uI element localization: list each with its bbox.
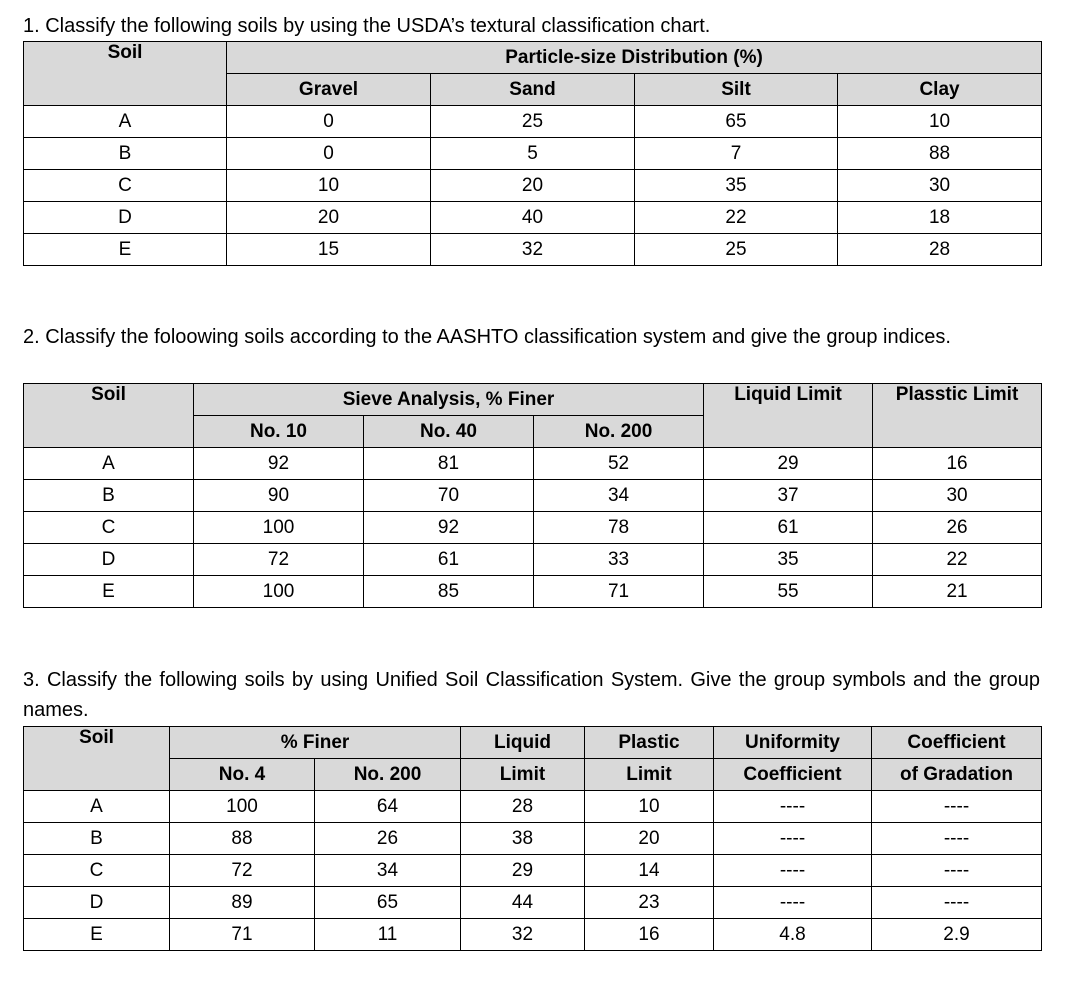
sieve-analysis-header: Sieve Analysis, % Finer [194,384,704,416]
table-cell: ---- [714,823,872,855]
table-cell: 38 [461,823,585,855]
question-1-text: 1. Classify the following soils by using the USDA’s textural classification chart. [23,15,711,37]
table-cell: 89 [170,887,315,919]
soil-label-cell: E [24,576,194,608]
table-cell: 37 [704,480,873,512]
table-cell: 71 [534,576,704,608]
question-2-text: 2. Classify the foloowing soils according to the AASHTO classification system and give the group indices. [23,326,951,348]
percent-finer-header: % Finer [170,727,461,759]
table-cell: 10 [227,170,431,202]
table-cell: ---- [872,855,1042,887]
table-cell: 28 [838,234,1042,266]
table-cell: 28 [461,791,585,823]
table-cell: ---- [714,791,872,823]
liquid-limit-header-line1: Liquid [461,727,585,759]
table-cell: 23 [585,887,714,919]
gradation-header-line1: Coefficient [872,727,1042,759]
uniformity-header-line2: Coefficient [714,759,872,791]
soil-label-cell: B [24,138,227,170]
soil-header: Soil [24,727,170,791]
usda-table-body [24,106,1042,266]
table-cell: 2.9 [872,919,1042,951]
table-row [24,448,1042,480]
soil-label-cell: E [24,234,227,266]
uniformity-header-line1: Uniformity [714,727,872,759]
table-row [24,544,1042,576]
no10-header: No. 10 [194,416,364,448]
table-cell: 18 [838,202,1042,234]
soil-label-cell: D [24,202,227,234]
table-row [24,480,1042,512]
table-cell: 100 [194,512,364,544]
table-cell: 35 [704,544,873,576]
table-cell: 65 [315,887,461,919]
table-row [24,106,1042,138]
soil-header: Soil [24,384,194,448]
table-cell: 0 [227,106,431,138]
table-cell: 81 [364,448,534,480]
table-cell: 32 [431,234,635,266]
table-cell: 15 [227,234,431,266]
table-cell: 14 [585,855,714,887]
table-cell: 20 [431,170,635,202]
table-row [24,170,1042,202]
table-cell: 30 [838,170,1042,202]
table-cell: 22 [873,544,1042,576]
gravel-header: Gravel [227,74,431,106]
table-row [24,887,1042,919]
table-cell: 65 [635,106,838,138]
table-cell: 30 [873,480,1042,512]
table-cell: 25 [635,234,838,266]
table-cell: 29 [461,855,585,887]
table-cell: 21 [873,576,1042,608]
table-cell: 26 [873,512,1042,544]
table-cell: 4.8 [714,919,872,951]
soil-label-cell: C [24,855,170,887]
soil-label-cell: B [24,823,170,855]
table-cell: 90 [194,480,364,512]
table-cell: 7 [635,138,838,170]
usda-soil-table [23,41,1042,266]
table-cell: 10 [585,791,714,823]
clay-header: Clay [838,74,1042,106]
soil-label-cell: E [24,919,170,951]
table-cell: 16 [873,448,1042,480]
table-cell: 20 [585,823,714,855]
table-row [24,919,1042,951]
uscs-table-body [24,791,1042,951]
liquid-limit-header-line2: Limit [461,759,585,791]
particle-size-header: Particle-size Distribution (%) [227,42,1042,74]
silt-header: Silt [635,74,838,106]
table-cell: 71 [170,919,315,951]
table-cell: 72 [170,855,315,887]
table-cell: ---- [872,791,1042,823]
table-cell: 0 [227,138,431,170]
table-cell: 32 [461,919,585,951]
table-row [24,855,1042,887]
soil-label-cell: D [24,887,170,919]
table-cell: 10 [838,106,1042,138]
soil-label-cell: C [24,170,227,202]
table-row [24,202,1042,234]
table-cell: 85 [364,576,534,608]
table-cell: 78 [534,512,704,544]
table-cell: 70 [364,480,534,512]
table-cell: 44 [461,887,585,919]
no4-header: No. 4 [170,759,315,791]
no200-header: No. 200 [315,759,461,791]
table-cell: 55 [704,576,873,608]
table-cell: 29 [704,448,873,480]
table-cell: ---- [872,823,1042,855]
soil-label-cell: D [24,544,194,576]
table-cell: ---- [714,855,872,887]
table-cell: 88 [838,138,1042,170]
question-3-text: 3. Classify the following soils by using Unified Soil Classification System. Give the group symbols and the group names. [23,669,1040,721]
table-cell: 72 [194,544,364,576]
soil-label-cell: A [24,448,194,480]
table-cell: 33 [534,544,704,576]
table-row [24,823,1042,855]
table-cell: 61 [704,512,873,544]
table-cell: 92 [364,512,534,544]
table-cell: 11 [315,919,461,951]
soil-label-cell: A [24,106,227,138]
table-row [24,138,1042,170]
table-row [24,791,1042,823]
table-cell: 52 [534,448,704,480]
no200-header: No. 200 [534,416,704,448]
table-cell: ---- [872,887,1042,919]
table-cell: 40 [431,202,635,234]
aashto-table-body [24,448,1042,608]
table-cell: 20 [227,202,431,234]
table-cell: ---- [714,887,872,919]
table-cell: 25 [431,106,635,138]
soil-label-cell: B [24,480,194,512]
table-cell: 34 [315,855,461,887]
plastic-limit-header: Plasstic Limit [873,384,1042,448]
soil-header: Soil [24,42,227,106]
table-cell: 16 [585,919,714,951]
table-cell: 100 [170,791,315,823]
table-cell: 5 [431,138,635,170]
aashto-soil-table [23,383,1042,608]
soil-label-cell: C [24,512,194,544]
table-cell: 22 [635,202,838,234]
table-row [24,576,1042,608]
uscs-soil-table [23,726,1042,951]
table-cell: 88 [170,823,315,855]
table-row [24,234,1042,266]
table-cell: 100 [194,576,364,608]
table-row [24,512,1042,544]
table-cell: 64 [315,791,461,823]
table-cell: 26 [315,823,461,855]
table-cell: 61 [364,544,534,576]
table-cell: 34 [534,480,704,512]
gradation-header-line2: of Gradation [872,759,1042,791]
table-cell: 92 [194,448,364,480]
plastic-limit-header-line1: Plastic [585,727,714,759]
no40-header: No. 40 [364,416,534,448]
table-cell: 35 [635,170,838,202]
soil-label-cell: A [24,791,170,823]
sand-header: Sand [431,74,635,106]
liquid-limit-header: Liquid Limit [704,384,873,448]
plastic-limit-header-line2: Limit [585,759,714,791]
